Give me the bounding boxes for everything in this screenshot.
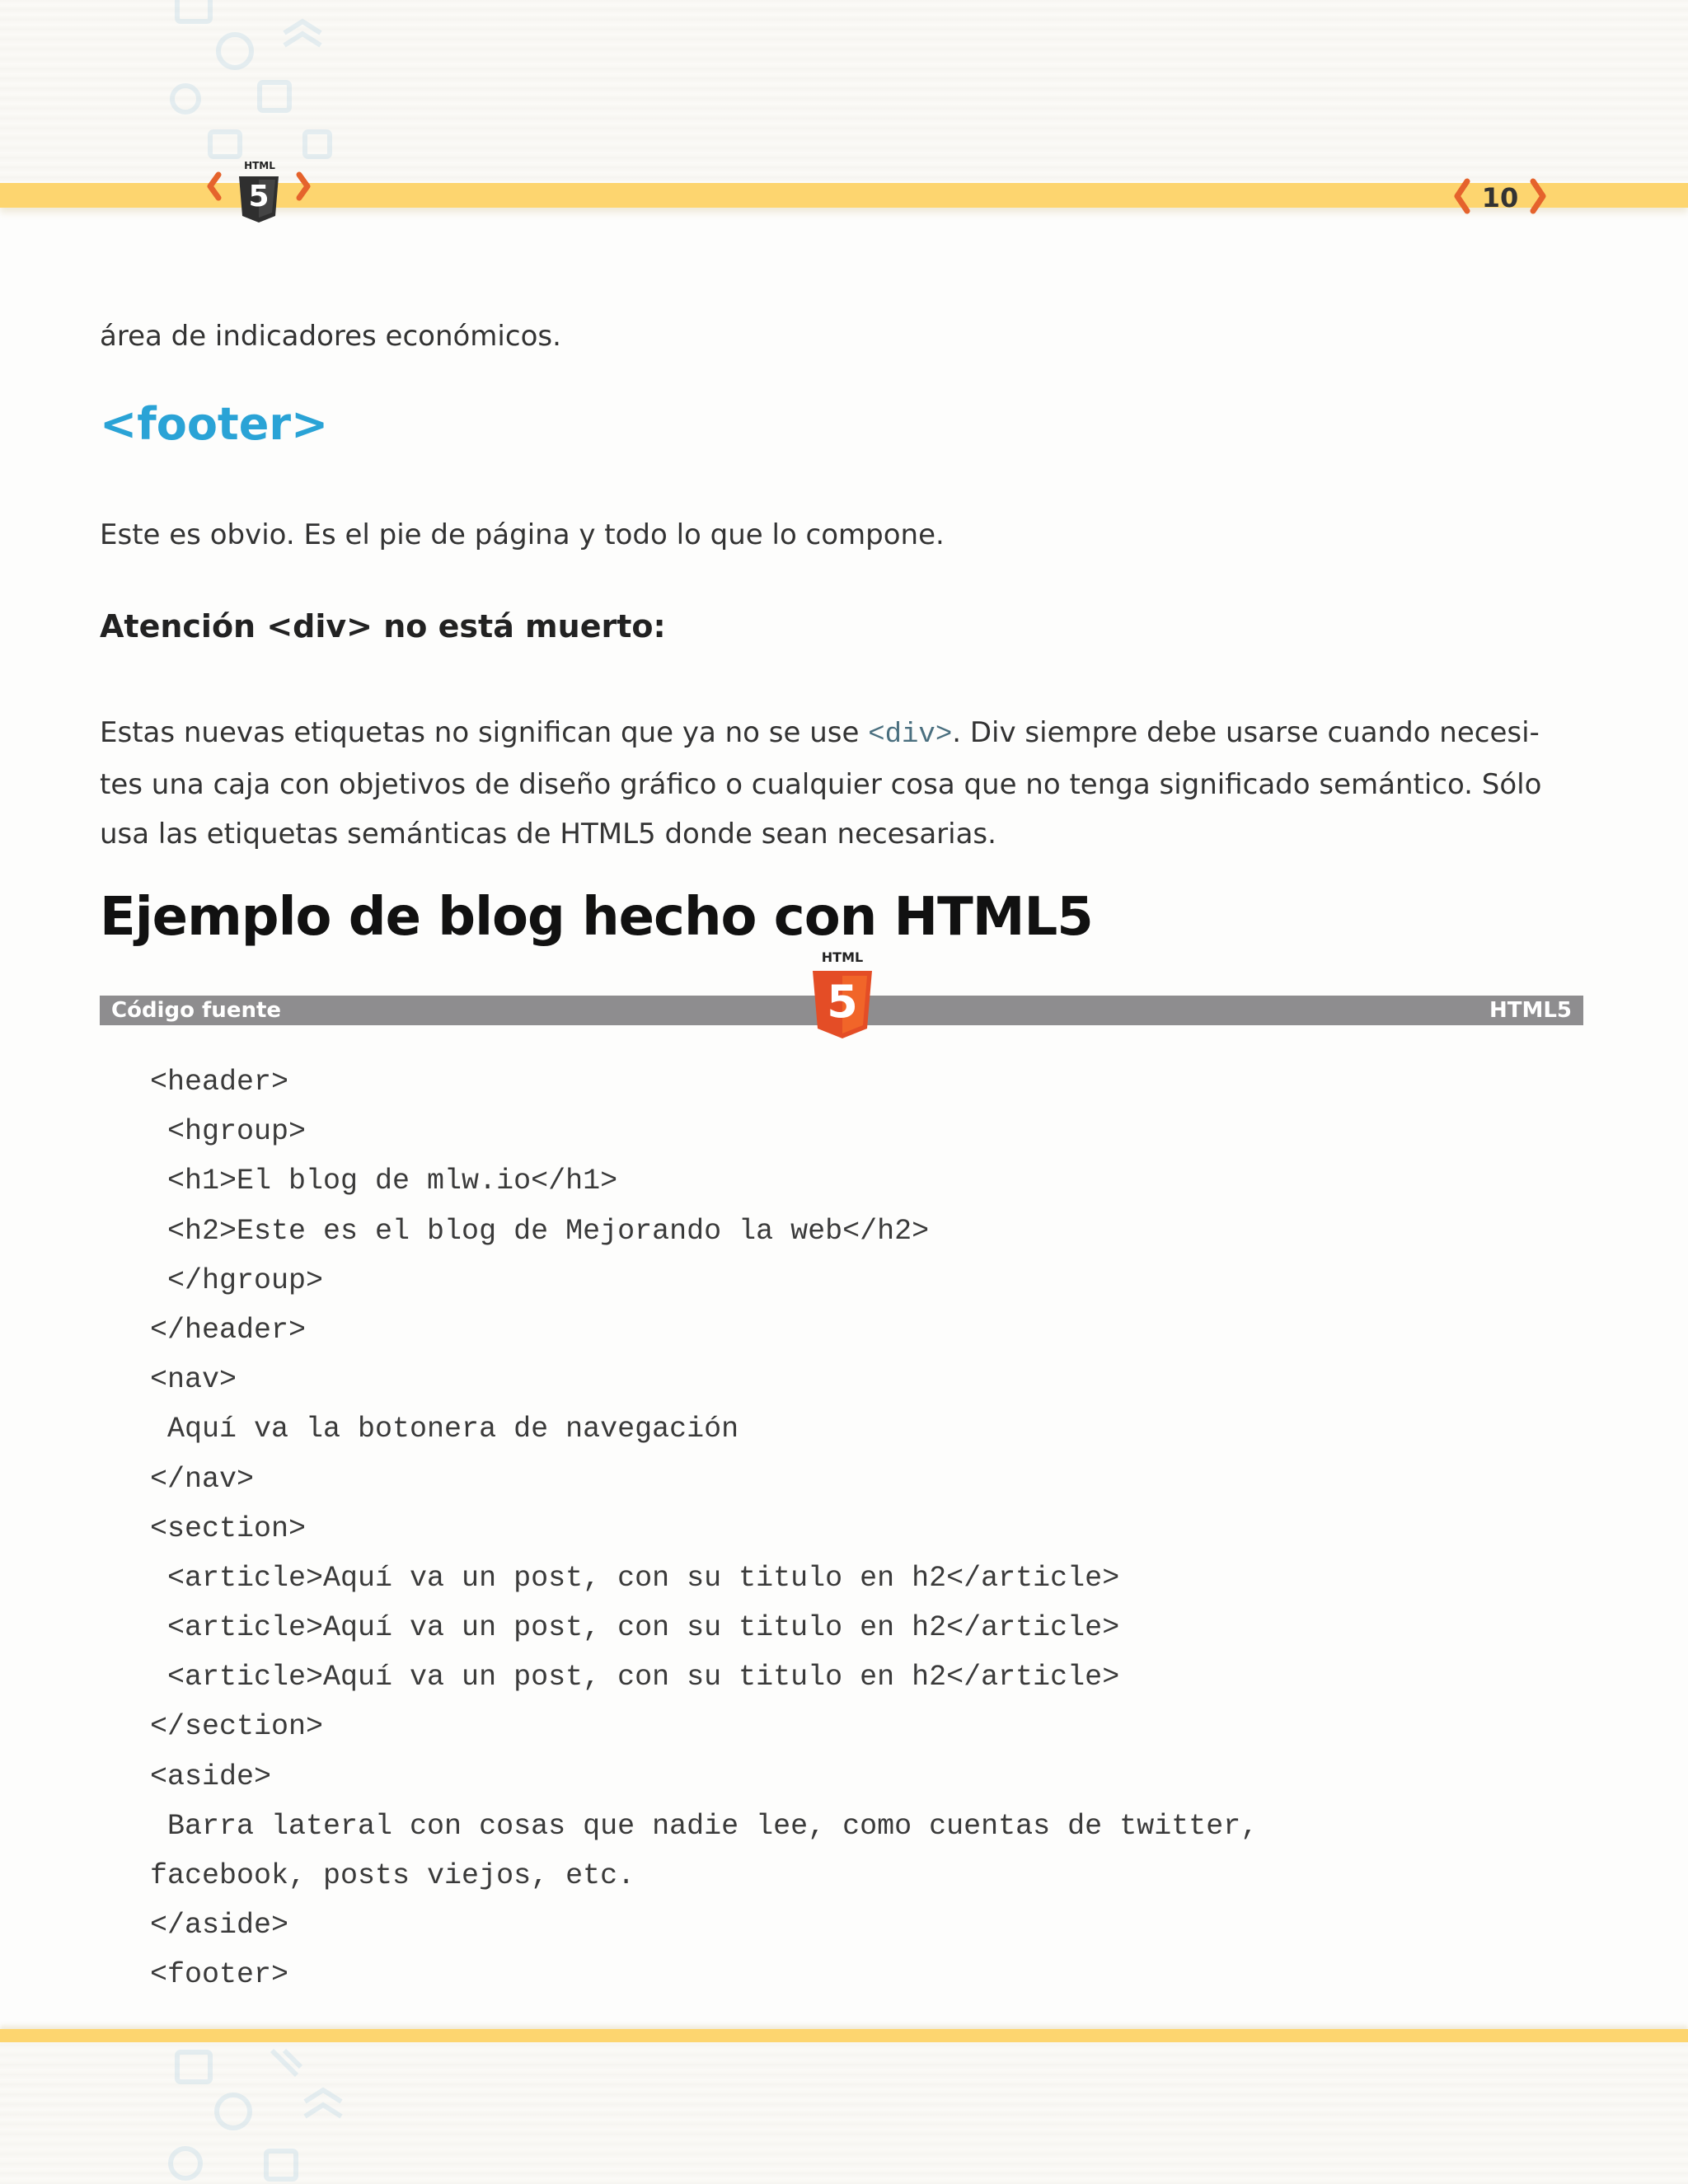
page-number-indicator bbox=[1447, 175, 1554, 221]
footer-description: Este es obvio. Es el pie de página y todo lo que lo compone. bbox=[100, 518, 945, 551]
code-line: <header> bbox=[150, 1066, 289, 1099]
code-line: </aside> bbox=[150, 1909, 289, 1943]
code-line: </nav> bbox=[150, 1462, 255, 1496]
code-line: <hgroup> bbox=[150, 1115, 307, 1149]
attention-heading: Atención <div> no está muerto: bbox=[100, 608, 666, 644]
watermark-icons-top bbox=[161, 0, 359, 165]
code-line: <section> bbox=[150, 1511, 307, 1545]
code-line: <article>Aquí va un post, con su titulo en h2</article> bbox=[150, 1611, 1120, 1645]
code-listing bbox=[150, 1057, 1551, 2000]
watermark-icons-bottom bbox=[161, 2044, 359, 2184]
code-box-label: Código fuente bbox=[111, 998, 282, 1023]
code-line: </hgroup> bbox=[150, 1263, 324, 1297]
code-line: <article>Aquí va un post, con su titulo en h2</article> bbox=[150, 1661, 1120, 1694]
header-html5-logo bbox=[206, 158, 313, 229]
code-logo-digit: 5 bbox=[827, 976, 858, 1028]
code-logo-caption: HTML bbox=[821, 949, 864, 965]
header-logo-caption: HTML bbox=[244, 160, 275, 171]
code-line: <h2>Este es el blog de Mejorando la web</h2> bbox=[150, 1214, 930, 1248]
code-line: <article>Aquí va un post, con su titulo en h2</article> bbox=[150, 1561, 1120, 1595]
code-line: facebook, posts viejos, etc. bbox=[150, 1859, 635, 1892]
bottom-accent-bar bbox=[0, 2029, 1688, 2042]
example-heading: Ejemplo de blog hecho con HTML5 bbox=[100, 887, 1093, 948]
code-line: </header> bbox=[150, 1313, 307, 1347]
inline-div-code: <div> bbox=[868, 719, 953, 751]
code-line: Barra lateral con cosas que nadie lee, como cuentas de twitter, bbox=[150, 1809, 1259, 1843]
code-line: <nav> bbox=[150, 1363, 237, 1397]
intro-fragment: área de indicadores económicos. bbox=[100, 320, 561, 353]
code-line: </section> bbox=[150, 1710, 324, 1744]
div-paragraph-line-2: tes una caja con objetivos de diseño gráfico o cualquier cosa que no tenga significado semántico. Sólo bbox=[100, 768, 1542, 801]
code-line: <aside> bbox=[150, 1760, 272, 1793]
div-paragraph-line-1: Estas nuevas etiquetas no significan que ya no se use <div>. Div siempre debe usarse cuando necesi- bbox=[100, 716, 1540, 751]
page-number: 10 bbox=[1481, 182, 1519, 213]
footer-tag-heading: <footer> bbox=[100, 398, 329, 450]
code-line: <footer> bbox=[150, 1958, 289, 1992]
div-paragraph bbox=[100, 708, 1592, 859]
code-box-html5-logo bbox=[805, 949, 879, 1042]
code-box-language: HTML5 bbox=[1489, 998, 1572, 1023]
code-line: Aquí va la botonera de navegación bbox=[150, 1413, 739, 1446]
div-paragraph-line-3: usa las etiquetas semánticas de HTML5 donde sean necesarias. bbox=[100, 818, 996, 851]
code-line: <h1>El blog de mlw.io</h1> bbox=[150, 1165, 618, 1198]
header-logo-digit: 5 bbox=[248, 180, 270, 213]
